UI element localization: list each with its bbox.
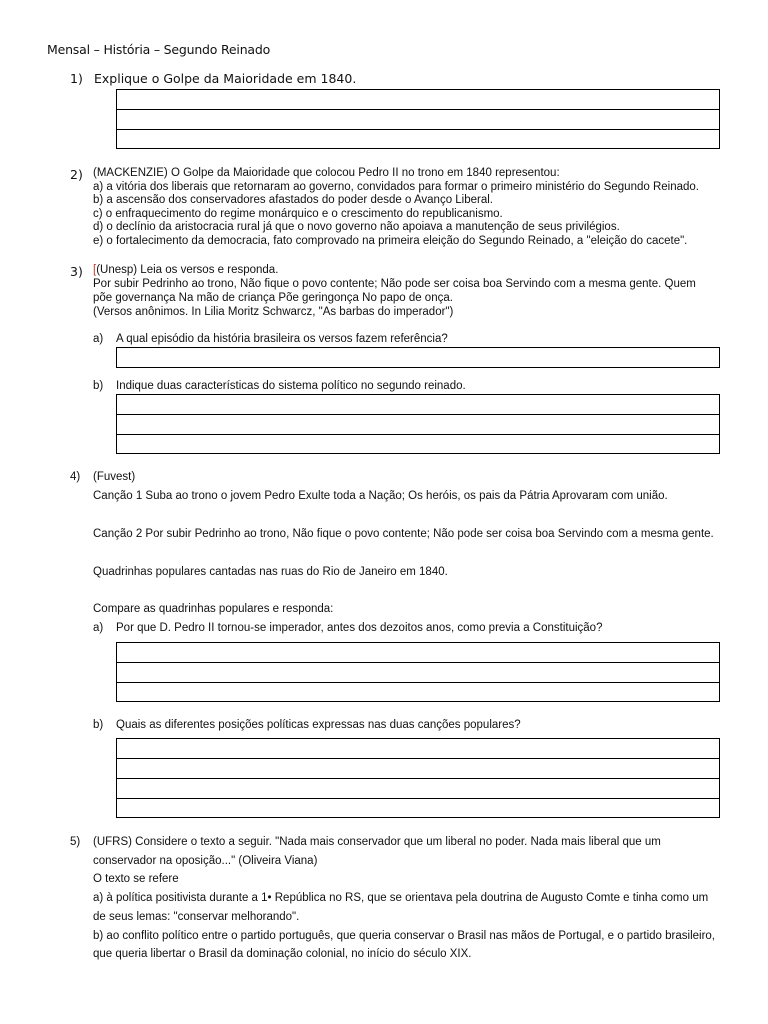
question-2-stem: (MACKENZIE) O Golpe da Maioridade que colocou Pedro II no trono em 1840 representou:: [93, 167, 560, 179]
answer-line[interactable]: [117, 759, 719, 778]
question-3-stem: (Unesp) Leia os versos e responda.: [96, 264, 279, 276]
question-4-source: (Fuvest): [93, 471, 136, 483]
question-2-option-c: c) o enfraquecimento do regime monárquico e o crescimento do republicanismo.: [93, 208, 503, 220]
question-2-option-d: d) o declínio da aristocracia rural já que o novo governo não apoiava a manutenção de seus privilégios.: [93, 221, 620, 233]
answer-line[interactable]: [117, 110, 719, 129]
question-4a-text: Por que D. Pedro II tornou-se imperador, antes dos dezoitos anos, como previa a Constituição?: [116, 622, 603, 634]
question-4b-answer-box[interactable]: [116, 738, 720, 818]
question-4-number: 4): [70, 471, 81, 483]
question-3-verse-line-2: põe governança Na mão de criança Põe geringonça No papo de onça.: [93, 292, 453, 304]
answer-line[interactable]: [117, 683, 719, 701]
question-4-song-2: Canção 2 Por subir Pedrinho ao trono, Não fique o povo contente; Não pode ser coisa boa Servindo com a mesma gente.: [93, 528, 714, 540]
question-5-line-1: (UFRS) Considere o texto a seguir. "Nada mais conservador que um liberal no poder. Nada mais liberal que um: [93, 836, 661, 848]
question-3-stem-line: [93, 264, 278, 278]
answer-line[interactable]: [117, 90, 719, 109]
question-3a-answer-box[interactable]: [116, 347, 720, 368]
question-2-option-b: b) a ascensão dos conservadores afastados do poder desde o Avanço Liberal.: [93, 194, 494, 206]
answer-line[interactable]: [117, 799, 719, 817]
question-3-verse-source: (Versos anônimos. In Lilia Moritz Schwarcz, "As barbas do imperador"): [93, 306, 454, 318]
answer-line[interactable]: [117, 779, 719, 798]
question-5-line-2: conservador na oposição..." (Oliveira Viana): [93, 855, 318, 867]
question-4-context: Quadrinhas populares cantadas nas ruas do Rio de Janeiro em 1840.: [93, 566, 448, 578]
question-3-verse-line-1: Por subir Pedrinho ao trono, Não fique o povo contente; Não pode ser coisa boa Servindo com a mesma gente. Quem: [93, 278, 696, 290]
question-2-number: 2): [70, 167, 83, 182]
question-5-option-a-line-1: a) à política positivista durante a 1• República no RS, que se orientava pela doutrina de Augusto Comte e tinha como um: [93, 892, 709, 904]
question-4b-text: Quais as diferentes posições políticas expressas nas duas canções populares?: [116, 719, 521, 731]
question-4a-answer-box[interactable]: [116, 642, 720, 702]
question-1-text: Explique o Golpe da Maioridade em 1840.: [94, 71, 357, 86]
question-5-number: 5): [70, 836, 81, 848]
answer-line[interactable]: [117, 663, 719, 682]
question-5-line-3: O texto se refere: [93, 873, 179, 885]
question-5-option-a-line-2: de seus lemas: "conservar melhorando".: [93, 911, 300, 923]
question-4b-label: b): [93, 719, 104, 731]
question-4-song-1: Canção 1 Suba ao trono o jovem Pedro Exulte toda a Nação; Os heróis, os pais da Pátria Aprovaram com união.: [93, 490, 668, 502]
question-3b-label: b): [93, 380, 104, 392]
question-1-number: 1): [70, 71, 83, 86]
question-5-option-b-line-1: b) ao conflito político entre o partido português, que queria conservar o Brasil nas mãos de Portugal, e o partido brasileiro,: [93, 930, 715, 942]
text-cursor-mark: [: [93, 264, 97, 276]
question-3b-text: Indique duas características do sistema político no segundo reinado.: [116, 380, 466, 392]
answer-line[interactable]: [117, 435, 719, 453]
page-title: Mensal – História – Segundo Reinado: [47, 42, 271, 57]
question-3a-text: A qual episódio da história brasileira os versos fazem referência?: [116, 333, 448, 345]
answer-line[interactable]: [117, 130, 719, 148]
question-4a-label: a): [93, 622, 104, 634]
question-3b-answer-box[interactable]: [116, 394, 720, 454]
question-3-number: 3): [70, 264, 83, 279]
answer-line[interactable]: [117, 643, 719, 662]
question-2-option-e: e) o fortalecimento da democracia, fato comprovado na primeira eleição do Segundo Reinado, a "eleição do cacete".: [93, 235, 688, 247]
question-5-option-b-line-2: que queria libertar o Brasil da dominação colonial, no início do século XIX.: [93, 948, 472, 960]
question-1-answer-box[interactable]: [116, 89, 720, 149]
question-3a-label: a): [93, 333, 104, 345]
answer-line[interactable]: [117, 415, 719, 434]
answer-line[interactable]: [117, 348, 719, 367]
answer-line[interactable]: [117, 395, 719, 414]
question-2-option-a: a) a vitória dos liberais que retornaram ao governo, convidados para formar o primeiro ministério do Segundo Reinado.: [93, 181, 699, 193]
question-4-prompt: Compare as quadrinhas populares e responda:: [93, 603, 334, 615]
answer-line[interactable]: [117, 739, 719, 758]
